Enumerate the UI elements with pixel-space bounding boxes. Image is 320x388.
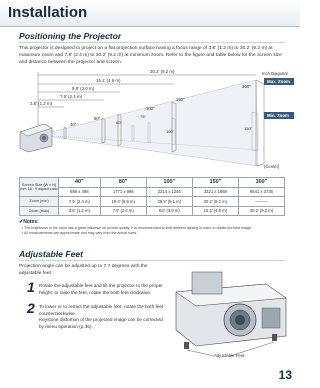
feet-intro-line-2: adjustable feet. [19, 270, 53, 276]
table-cell: 1771 x 996 [100, 187, 146, 197]
step-1-line-2: height; to raise the feet, rotate the both feet clockwise. [39, 289, 152, 295]
header-divider [0, 26, 300, 27]
step-2-line-2: counterclockwise. [39, 310, 76, 316]
intro-line-2: maximum zoom and 7.9' (2.4 m) to 30.2' (9.2 m) at minimum zoom. Refer to the figure and table below for the screen size [19, 52, 282, 58]
table-col-40: 40" [59, 178, 101, 188]
intro-line-1: This projector is designed to project on a flat projection surface having a focus range of 3.8' (1.2 m) to 30.2' (9.2 m) at [19, 46, 273, 51]
step-1-line-1: Rotate the adjustable feet and tilt the projector to the proper [39, 283, 163, 288]
step-text-1 [39, 283, 167, 296]
table-col-150: 150" [192, 178, 238, 188]
table-row-sizes [20, 187, 285, 197]
note-2: • All measurements are approximate and may vary from the actual sizes. [22, 231, 138, 235]
table-cell: 29.9' (9.1 m) [146, 197, 192, 207]
notes-title: Notes: [23, 219, 39, 225]
page-header-title: Installation [8, 4, 88, 21]
notes-heading [19, 219, 39, 225]
screen-size-table [19, 177, 285, 216]
table-col-100: 100" [146, 178, 192, 188]
table-cell: 7.9' (2.4 m) [59, 197, 101, 207]
feet-intro [19, 264, 148, 278]
distance-label-100: 9.8' (3.0 m) [72, 86, 95, 91]
distance-label-80: 7.9' (2.4 m) [60, 94, 83, 99]
screen-size-100: 100" [146, 106, 155, 111]
table-row-header-screen-size: Screen Size (W x H) mm 16 : 9 aspect ratio [20, 178, 59, 197]
table-row-zoom-max [20, 206, 285, 216]
table-cell: 19.4' (5.9 m) [100, 197, 146, 207]
max-zoom-label: Max. Zoom [267, 79, 290, 84]
table-cell: 9.8' (3.0 m) [146, 206, 192, 216]
screen-size-80: 80" [94, 116, 101, 121]
table-cell: ——— [238, 197, 284, 207]
center-label: (Center) [264, 164, 280, 169]
screen-size-150: 150" [176, 97, 185, 102]
intro-line-3: and distance between the projector and screen. [19, 59, 123, 65]
table-row-header-zoom-min: Zoom (min) [20, 197, 59, 207]
screen-size-min-75: 75" [140, 114, 146, 119]
table-cell: 3.8' (1.2 m) [59, 206, 101, 216]
step-text-2 [39, 304, 167, 330]
page-number: 13 [278, 368, 292, 382]
section-rule-positioning [19, 42, 285, 43]
feet-intro-line-1: Projection angle can be adjusted up to 7.7 degrees with the [19, 264, 148, 269]
step-2-line-3: Keystone distortion of the projected image can be corrected [39, 317, 163, 322]
screen-size-min-150: 150" [244, 126, 253, 131]
distance-label-150: 15.1' (4.6 m) [96, 78, 121, 83]
table-cell: 886 x 498 [59, 187, 101, 197]
adjustable-feet-label: Adjustable Feet [214, 353, 245, 358]
section-title-feet: Adjustable Feet [19, 249, 83, 259]
throw-distance-diagram [0, 66, 300, 172]
screen-size-40: 40" [70, 122, 77, 127]
positioning-intro [19, 46, 282, 66]
distance-label-40: 3.8' (1.2 m) [30, 101, 53, 106]
table-col-80: 80" [100, 178, 146, 188]
table-cell: 6641 x 3736 [238, 187, 284, 197]
projector-front-illustration [170, 262, 292, 362]
foot-left [184, 342, 189, 349]
table-row-zoom-min [20, 197, 285, 207]
check-icon: ✔ [19, 219, 24, 225]
distance-label-300: 30.2' (9.2 m) [150, 69, 175, 74]
step-2-line-1: To lower or to retract the adjustable feet, rotate the both feet [39, 304, 164, 309]
section-rule-feet [19, 260, 285, 261]
inch-diagonal-label: Inch Diagonal [262, 71, 288, 76]
table-row-header [20, 178, 285, 188]
min-zoom-label: Min. Zoom [267, 113, 289, 118]
screen-size-min-60: 60" [116, 120, 122, 125]
table-row-header-zoom-max: Zoom (max) [20, 206, 59, 216]
table-cell: 30.2' (9.2 m) [192, 197, 238, 207]
section-title-positioning: Positioning the Projector [19, 31, 122, 41]
table-cell: 2214 x 1245 [146, 187, 192, 197]
screen-size-300: 300" [242, 84, 251, 89]
note-1: • The brightness in the room has a great influence on picture quality. It is recommended to limit ambient lighting in order to obtain the best image. [22, 226, 252, 230]
table-cell: 3321 x 1868 [192, 187, 238, 197]
projector-illustration [20, 124, 52, 152]
step-number-1: 1 [27, 279, 35, 295]
table-col-300: 300" [238, 178, 284, 188]
step-number-2: 2 [27, 300, 35, 316]
screen-size-min-100: 100" [166, 129, 175, 134]
table-cell: 15.1' (4.6 m) [192, 206, 238, 216]
foot-right [272, 334, 277, 341]
table-cell: 30.2' (9.2 m) [238, 206, 284, 216]
table-cell: 7.9' (2.4 m) [100, 206, 146, 216]
step-2-line-4: by menu operation (p.36). [39, 323, 93, 329]
